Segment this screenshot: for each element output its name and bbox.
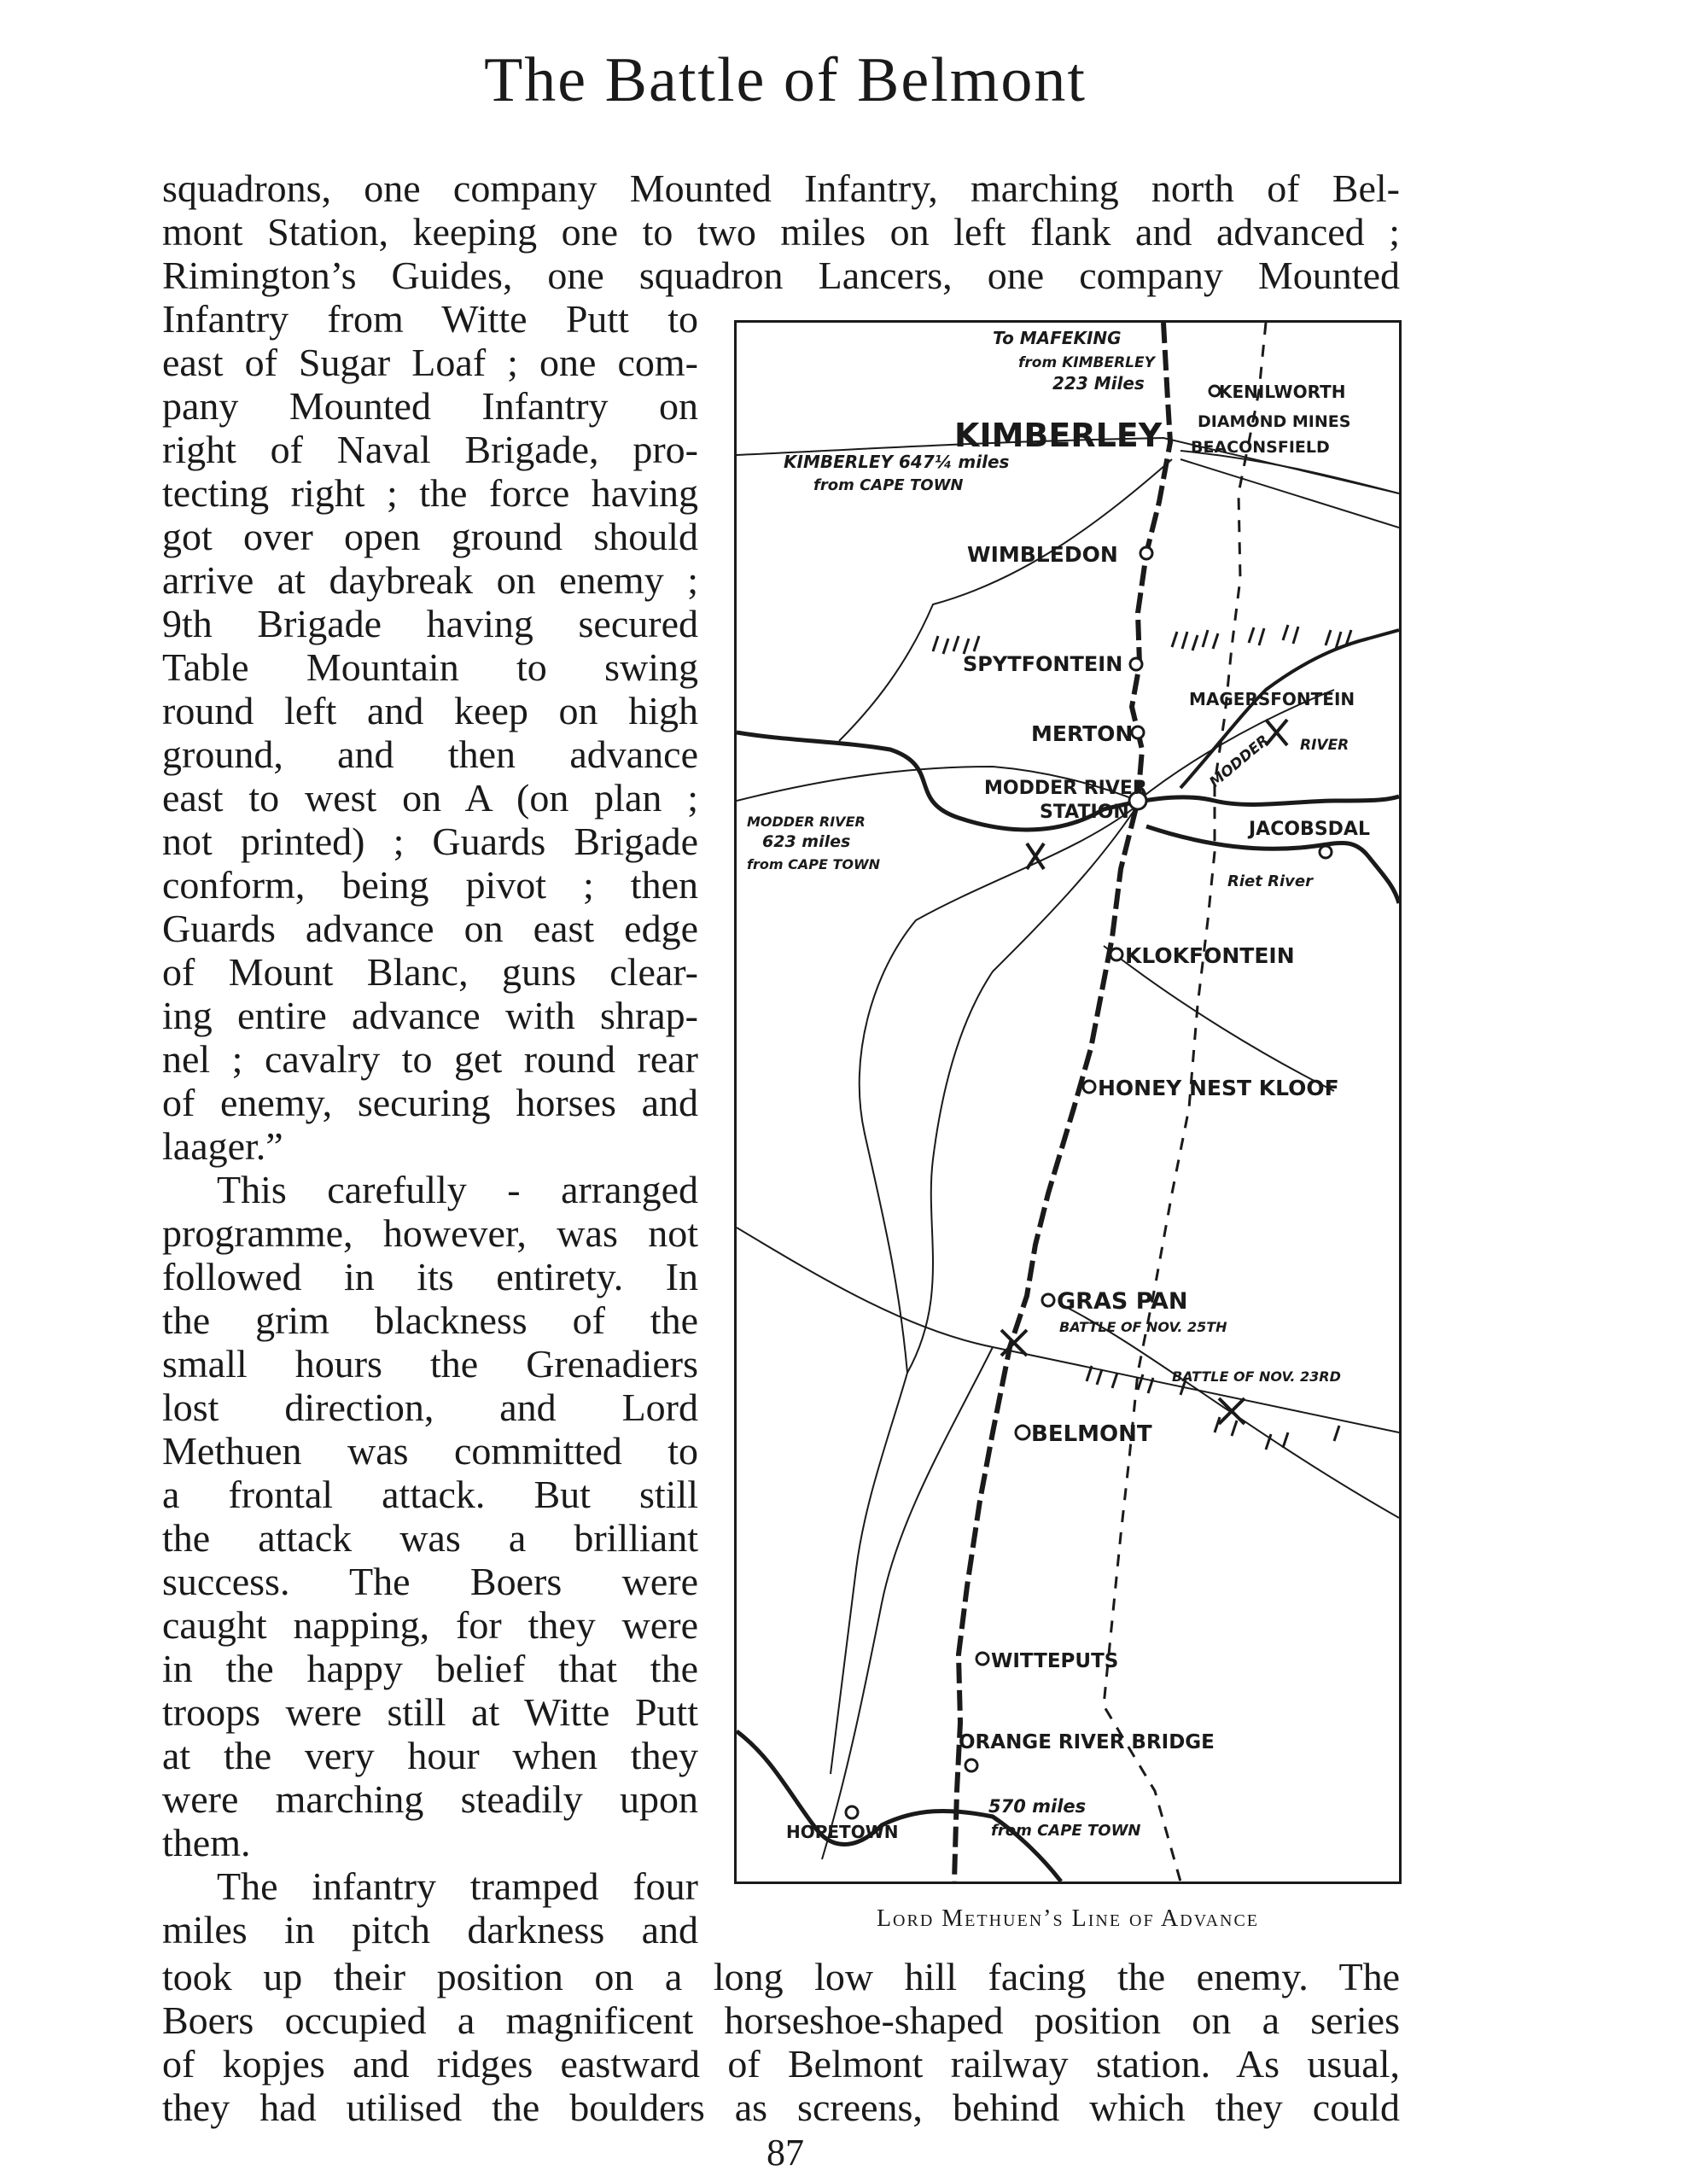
text-line: Rimington’s Guides, one squadron Lancers, one company Mounted bbox=[162, 254, 1400, 297]
map-label: WITTEPUTS bbox=[991, 1650, 1119, 1672]
map-label: ORANGE RIVER BRIDGE bbox=[959, 1731, 1215, 1753]
map-label: MODDER RIVER bbox=[984, 778, 1147, 799]
text-line: troops were still at Witte Putt bbox=[162, 1690, 698, 1734]
text-line: Table Mountain to swing bbox=[162, 645, 698, 689]
text-line: tecting right ; the force having bbox=[162, 471, 698, 515]
text-line: got over open ground should bbox=[162, 515, 698, 558]
map-label: 623 miles bbox=[762, 832, 851, 851]
figure-caption: Lord Methuen’s Line of Advance bbox=[876, 1905, 1260, 1932]
text-line: east of Sugar Loaf ; one com- bbox=[162, 341, 698, 384]
text-line: pany Mounted Infantry on bbox=[162, 384, 698, 428]
text-line: Guards advance on east edge bbox=[162, 907, 698, 950]
text-line: Methuen was committed to bbox=[162, 1429, 698, 1473]
map-label: BELMONT bbox=[1031, 1421, 1152, 1447]
map-label: WIMBLEDON bbox=[967, 542, 1118, 567]
text-line: not printed) ; Guards Brigade bbox=[162, 820, 698, 863]
text-line: success. The Boers were bbox=[162, 1560, 698, 1603]
map-label: KIMBERLEY 647¼ miles bbox=[784, 452, 1010, 472]
map-label: MODDER RIVER bbox=[747, 814, 866, 830]
map-label: from CAPE TOWN bbox=[991, 1822, 1141, 1840]
map-label: To MAFEKING bbox=[993, 328, 1122, 348]
text-line: them. bbox=[162, 1821, 251, 1864]
text-line: arrive at daybreak on enemy ; bbox=[162, 558, 698, 602]
text-line: at the very hour when they bbox=[162, 1734, 698, 1777]
text-line: took up their position on a long low hill facing the enemy. The bbox=[162, 1955, 1400, 1998]
map-label: GRAS PAN bbox=[1057, 1288, 1188, 1315]
map-label: KLOKFONTEIN bbox=[1125, 943, 1295, 968]
map-label: KIMBERLEY bbox=[954, 417, 1163, 454]
map-label: from CAPE TOWN bbox=[813, 476, 964, 494]
text-line: the grim blackness of the bbox=[162, 1298, 698, 1342]
text-line: east to west on A (on plan ; bbox=[162, 776, 698, 820]
text-line: laager.” bbox=[162, 1124, 283, 1168]
text-line: squadrons, one company Mounted Infantry, marching north of Bel- bbox=[162, 166, 1400, 210]
text-line: Boers occupied a magnificent horseshoe-shaped position on a series bbox=[162, 1998, 1400, 2042]
map-label: BATTLE OF NOV. 25TH bbox=[1059, 1319, 1227, 1335]
map-label: from CAPE TOWN bbox=[747, 856, 880, 872]
map-label: HOPETOWN bbox=[786, 1822, 899, 1842]
text-line: Infantry from Witte Putt to bbox=[162, 297, 698, 341]
text-line: a frontal attack. But still bbox=[162, 1473, 698, 1516]
map-label: JACOBSDAL bbox=[1249, 819, 1370, 840]
map-label: KENILWORTH bbox=[1219, 382, 1346, 402]
text-line: ing entire advance with shrap- bbox=[162, 994, 698, 1037]
map-label: MAGERSFONTEIN bbox=[1189, 689, 1355, 709]
map-label: BATTLE OF NOV. 23RD bbox=[1172, 1368, 1341, 1385]
map-label: BEACONSFIELD bbox=[1191, 438, 1330, 457]
text-line: round left and keep on high bbox=[162, 689, 698, 732]
boundary-line bbox=[1104, 323, 1266, 1882]
text-line: small hours the Grenadiers bbox=[162, 1342, 698, 1386]
text-line: of kopjes and ridges eastward of Belmont railway station. As usual, bbox=[162, 2042, 1400, 2086]
text-line: they had utilised the boulders as screens, behind which they could bbox=[162, 2086, 1400, 2129]
text-line: This carefully - arranged bbox=[217, 1168, 698, 1211]
text-line: The infantry tramped four bbox=[217, 1864, 698, 1908]
map-label: DIAMOND MINES bbox=[1198, 412, 1351, 431]
page-number: 87 bbox=[767, 2132, 804, 2173]
text-line: 9th Brigade having secured bbox=[162, 602, 698, 645]
map-label: HONEY NEST KLOOF bbox=[1098, 1076, 1339, 1100]
map-label: 570 miles bbox=[988, 1796, 1087, 1817]
text-line: ground, and then advance bbox=[162, 732, 698, 776]
text-line: of enemy, securing horses and bbox=[162, 1081, 698, 1124]
text-line: right of Naval Brigade, pro- bbox=[162, 428, 698, 471]
text-line: miles in pitch darkness and bbox=[162, 1908, 698, 1952]
map-label: MODDER bbox=[1206, 732, 1273, 791]
text-line: lost direction, and Lord bbox=[162, 1386, 698, 1429]
map-drawing bbox=[737, 323, 1399, 1882]
text-line: caught napping, for they were bbox=[162, 1603, 698, 1647]
map-label: from KIMBERLEY bbox=[1018, 354, 1155, 371]
text-line: nel ; cavalry to get round rear bbox=[162, 1037, 698, 1081]
map-label: MERTON bbox=[1031, 721, 1134, 746]
map-label: 223 Miles bbox=[1052, 373, 1145, 394]
text-line: in the happy belief that the bbox=[162, 1647, 698, 1690]
road-2 bbox=[1180, 451, 1399, 528]
text-line: the attack was a brilliant bbox=[162, 1516, 698, 1560]
map-label: Riet River bbox=[1227, 872, 1313, 890]
road-3 bbox=[839, 459, 1172, 741]
map-figure bbox=[734, 320, 1402, 1884]
text-line: of Mount Blanc, guns clear- bbox=[162, 950, 698, 994]
map-label: RIVER bbox=[1300, 737, 1349, 754]
road-8 bbox=[822, 1347, 993, 1859]
text-line: were marching steadily upon bbox=[162, 1777, 698, 1821]
text-line: conform, being pivot ; then bbox=[162, 863, 698, 907]
map-label: STATION bbox=[1040, 802, 1129, 823]
map-label: SPYTFONTEIN bbox=[963, 652, 1123, 676]
text-line: mont Station, keeping one to two miles on left flank and advanced ; bbox=[162, 210, 1400, 254]
page-title: The Battle of Belmont bbox=[484, 45, 1087, 115]
text-line: programme, however, was not bbox=[162, 1211, 698, 1255]
text-line: followed in its entirety. In bbox=[162, 1255, 698, 1298]
